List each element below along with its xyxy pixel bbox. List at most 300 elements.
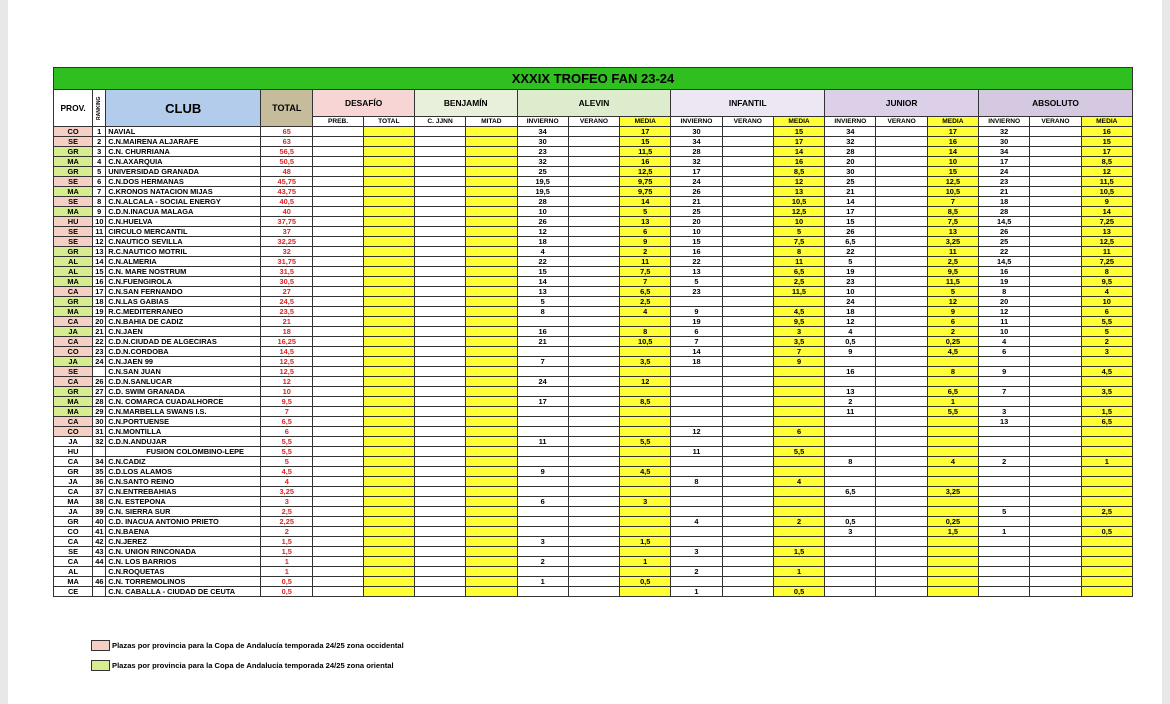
alevin-verano-cell: [568, 377, 619, 387]
desafio-preb-cell: [313, 307, 363, 317]
alevin-invierno-cell: [517, 417, 568, 427]
desafio-total-cell: [363, 447, 414, 457]
total-cell: 45,75: [261, 177, 313, 187]
table-row: [54, 217, 1133, 227]
club-cell: C.N.DOS HERMANAS: [106, 177, 261, 187]
absoluto-verano-cell: [1030, 457, 1081, 467]
prov-cell: MA: [54, 187, 93, 197]
junior-media-cell: 7,5: [927, 217, 978, 227]
junior-media-cell: 3,25: [927, 487, 978, 497]
junior-media-cell: [927, 557, 978, 567]
junior-media-cell: 10: [927, 157, 978, 167]
alevin-media-cell: [620, 417, 671, 427]
alevin-invierno-cell: [517, 447, 568, 457]
total-cell: 43,75: [261, 187, 313, 197]
junior-verano-cell: [876, 237, 927, 247]
ranking-cell: 34: [93, 457, 106, 467]
total-cell: 12,5: [261, 367, 313, 377]
ranking-cell: 17: [93, 287, 106, 297]
prov-cell: GR: [54, 247, 93, 257]
absoluto-media-cell: 16: [1081, 127, 1132, 137]
infantil-verano-cell: [722, 557, 773, 567]
prov-cell: CA: [54, 337, 93, 347]
infantil-verano-cell: [722, 537, 773, 547]
desafio-total-cell: [363, 337, 414, 347]
alevin-verano-cell: [568, 267, 619, 277]
desafio-total-cell: [363, 157, 414, 167]
infantil-verano-cell: [722, 577, 773, 587]
total-cell: 5,5: [261, 437, 313, 447]
benjamin-mitad-cell: [466, 377, 517, 387]
desafio-preb-cell: [313, 277, 363, 287]
desafio-total-cell: [363, 407, 414, 417]
absoluto-media-cell: 15: [1081, 137, 1132, 147]
infantil-media-cell: 17: [773, 137, 824, 147]
ranking-cell: 35: [93, 467, 106, 477]
table-row: [54, 147, 1133, 157]
junior-invierno-cell: [825, 467, 876, 477]
infantil-invierno-cell: 9: [671, 307, 722, 317]
infantil-media-cell: 2: [773, 517, 824, 527]
total-cell: 24,5: [261, 297, 313, 307]
infantil-verano-cell: [722, 297, 773, 307]
infantil-invierno-cell: [671, 497, 722, 507]
junior-media-cell: [927, 507, 978, 517]
benjamin-jjnn-cell: [414, 367, 465, 377]
junior-invierno-cell: [825, 547, 876, 557]
desafio-total-cell: [363, 217, 414, 227]
junior-media-cell: 6: [927, 317, 978, 327]
alevin-invierno-cell: [517, 587, 568, 597]
absoluto-verano-cell: [1030, 537, 1081, 547]
junior-verano-cell: [876, 167, 927, 177]
benjamin-mitad-cell: [466, 197, 517, 207]
desafio-preb-cell: [313, 197, 363, 207]
absoluto-verano-cell: [1030, 377, 1081, 387]
alevin-invierno-cell: 18: [517, 237, 568, 247]
alevin-media-cell: 9,75: [620, 177, 671, 187]
junior-invierno-cell: 5: [825, 257, 876, 267]
junior-media-cell: 4: [927, 457, 978, 467]
club-cell: C.N.MARBELLA SWANS I.S.: [106, 407, 261, 417]
junior-verano-cell: [876, 427, 927, 437]
prov-cell: CE: [54, 587, 93, 597]
benjamin-mitad-cell: [466, 567, 517, 577]
infantil-media-cell: 8: [773, 247, 824, 257]
total-cell: 2,5: [261, 507, 313, 517]
infantil-invierno-cell: 7: [671, 337, 722, 347]
prov-cell: SE: [54, 177, 93, 187]
benjamin-mitad-cell: [466, 217, 517, 227]
alevin-invierno-cell: 2: [517, 557, 568, 567]
desafio-preb-cell: [313, 477, 363, 487]
prov-cell: CA: [54, 377, 93, 387]
absoluto-invierno-cell: [979, 497, 1030, 507]
junior-invierno-cell: 19: [825, 267, 876, 277]
total-cell: 4: [261, 477, 313, 487]
absoluto-invierno-cell: [979, 477, 1030, 487]
infantil-media-cell: [773, 467, 824, 477]
infantil-verano-cell: [722, 227, 773, 237]
infantil-verano-cell: [722, 277, 773, 287]
desafio-preb-cell: [313, 347, 363, 357]
ranking-cell: 31: [93, 427, 106, 437]
alevin-media-cell: 7,5: [620, 267, 671, 277]
junior-media-cell: 6,5: [927, 387, 978, 397]
alevin-invierno-cell: 16: [517, 327, 568, 337]
alevin-media-cell: 16: [620, 157, 671, 167]
alevin-invierno-cell: 34: [517, 127, 568, 137]
alevin-media-cell: 8: [620, 327, 671, 337]
total-cell: 6: [261, 427, 313, 437]
infantil-invierno-cell: 13: [671, 267, 722, 277]
benjamin-mitad-cell: [466, 527, 517, 537]
prov-cell: MA: [54, 577, 93, 587]
total-cell: 63: [261, 137, 313, 147]
subheader-total: TOTAL: [363, 117, 414, 127]
absoluto-verano-cell: [1030, 147, 1081, 157]
junior-invierno-cell: [825, 497, 876, 507]
junior-media-cell: 8: [927, 367, 978, 377]
alevin-verano-cell: [568, 327, 619, 337]
junior-verano-cell: [876, 347, 927, 357]
alevin-invierno-cell: 1: [517, 577, 568, 587]
absoluto-invierno-cell: 25: [979, 237, 1030, 247]
table-row: [54, 557, 1133, 567]
alevin-invierno-cell: 8: [517, 307, 568, 317]
alevin-media-cell: 7: [620, 277, 671, 287]
legend-west-swatch: [91, 640, 110, 651]
club-cell: C.N. TORREMOLINOS: [106, 577, 261, 587]
desafio-preb-cell: [313, 157, 363, 167]
absoluto-verano-cell: [1030, 177, 1081, 187]
infantil-verano-cell: [722, 217, 773, 227]
spreadsheet-page: [8, 0, 1162, 704]
benjamin-jjnn-cell: [414, 207, 465, 217]
infantil-verano-cell: [722, 417, 773, 427]
absoluto-verano-cell: [1030, 307, 1081, 317]
infantil-verano-cell: [722, 477, 773, 487]
absoluto-media-cell: [1081, 517, 1132, 527]
total-cell: 9,5: [261, 397, 313, 407]
desafio-total-cell: [363, 367, 414, 377]
infantil-verano-cell: [722, 137, 773, 147]
desafio-total-cell: [363, 377, 414, 387]
desafio-total-cell: [363, 177, 414, 187]
infantil-media-cell: 1: [773, 567, 824, 577]
desafio-total-cell: [363, 487, 414, 497]
benjamin-mitad-cell: [466, 397, 517, 407]
infantil-invierno-cell: [671, 297, 722, 307]
total-cell: 5: [261, 457, 313, 467]
desafio-preb-cell: [313, 517, 363, 527]
absoluto-invierno-cell: 24: [979, 167, 1030, 177]
alevin-invierno-cell: 10: [517, 207, 568, 217]
ranking-cell: 11: [93, 227, 106, 237]
benjamin-mitad-cell: [466, 227, 517, 237]
absoluto-invierno-cell: [979, 567, 1030, 577]
alevin-verano-cell: [568, 237, 619, 247]
absoluto-media-cell: 7,25: [1081, 217, 1132, 227]
absoluto-media-cell: 12,5: [1081, 237, 1132, 247]
club-cell: C.D.LOS ALAMOS: [106, 467, 261, 477]
junior-invierno-cell: 24: [825, 297, 876, 307]
total-cell: 37,75: [261, 217, 313, 227]
alevin-verano-cell: [568, 207, 619, 217]
alevin-verano-cell: [568, 517, 619, 527]
junior-invierno-cell: 10: [825, 287, 876, 297]
absoluto-verano-cell: [1030, 507, 1081, 517]
table-title: XXXIX TROFEO FAN 23-24: [54, 68, 1133, 90]
absoluto-media-cell: [1081, 557, 1132, 567]
prov-cell: AL: [54, 257, 93, 267]
desafio-preb-cell: [313, 457, 363, 467]
junior-verano-cell: [876, 127, 927, 137]
infantil-media-cell: 9: [773, 357, 824, 367]
table-row: [54, 197, 1133, 207]
junior-invierno-cell: [825, 567, 876, 577]
ranking-cell: [93, 567, 106, 577]
alevin-media-cell: 2: [620, 247, 671, 257]
benjamin-jjnn-cell: [414, 507, 465, 517]
desafio-total-cell: [363, 327, 414, 337]
benjamin-mitad-cell: [466, 437, 517, 447]
benjamin-mitad-cell: [466, 577, 517, 587]
absoluto-verano-cell: [1030, 217, 1081, 227]
absoluto-media-cell: [1081, 577, 1132, 587]
junior-verano-cell: [876, 587, 927, 597]
benjamin-jjnn-cell: [414, 317, 465, 327]
junior-invierno-cell: [825, 437, 876, 447]
alevin-media-cell: 1,5: [620, 537, 671, 547]
infantil-media-cell: 8,5: [773, 167, 824, 177]
absoluto-invierno-cell: 16: [979, 267, 1030, 277]
alevin-verano-cell: [568, 447, 619, 457]
junior-verano-cell: [876, 157, 927, 167]
total-cell: 1,5: [261, 537, 313, 547]
benjamin-mitad-cell: [466, 427, 517, 437]
desafio-total-cell: [363, 457, 414, 467]
alevin-verano-cell: [568, 537, 619, 547]
club-cell: C.N. SIERRA SUR: [106, 507, 261, 517]
infantil-media-cell: [773, 407, 824, 417]
benjamin-jjnn-cell: [414, 347, 465, 357]
absoluto-media-cell: [1081, 377, 1132, 387]
club-cell: C.N.SAN FERNANDO: [106, 287, 261, 297]
alevin-verano-cell: [568, 507, 619, 517]
club-cell: UNIVERSIDAD GRANADA: [106, 167, 261, 177]
absoluto-verano-cell: [1030, 557, 1081, 567]
table-row: [54, 287, 1133, 297]
alevin-verano-cell: [568, 497, 619, 507]
absoluto-media-cell: 6: [1081, 307, 1132, 317]
junior-verano-cell: [876, 227, 927, 237]
prov-cell: GR: [54, 467, 93, 477]
prov-cell: CA: [54, 537, 93, 547]
total-cell: 1: [261, 567, 313, 577]
prov-cell: JA: [54, 437, 93, 447]
junior-verano-cell: [876, 147, 927, 157]
infantil-invierno-cell: [671, 437, 722, 447]
prov-cell: SE: [54, 227, 93, 237]
infantil-invierno-cell: 18: [671, 357, 722, 367]
junior-invierno-cell: [825, 417, 876, 427]
alevin-media-cell: 3: [620, 497, 671, 507]
benjamin-jjnn-cell: [414, 587, 465, 597]
infantil-invierno-cell: [671, 577, 722, 587]
table-row: [54, 257, 1133, 267]
junior-invierno-cell: 30: [825, 167, 876, 177]
infantil-invierno-cell: 23: [671, 287, 722, 297]
prov-cell: MA: [54, 277, 93, 287]
alevin-media-cell: [620, 447, 671, 457]
alevin-media-cell: 14: [620, 197, 671, 207]
junior-media-cell: 11,5: [927, 277, 978, 287]
desafio-total-cell: [363, 297, 414, 307]
alevin-media-cell: 2,5: [620, 297, 671, 307]
infantil-invierno-cell: [671, 387, 722, 397]
alevin-media-cell: [620, 317, 671, 327]
junior-invierno-cell: 20: [825, 157, 876, 167]
alevin-invierno-cell: [517, 477, 568, 487]
table-row: [54, 507, 1133, 517]
alevin-media-cell: 5: [620, 207, 671, 217]
benjamin-jjnn-cell: [414, 187, 465, 197]
total-cell: 14,5: [261, 347, 313, 357]
infantil-verano-cell: [722, 327, 773, 337]
junior-verano-cell: [876, 457, 927, 467]
header-junior: JUNIOR: [825, 90, 979, 117]
benjamin-jjnn-cell: [414, 537, 465, 547]
ranking-cell: 27: [93, 387, 106, 397]
junior-media-cell: [927, 447, 978, 457]
subheader-media: MEDIA: [927, 117, 978, 127]
club-cell: C.N.FUENGIROLA: [106, 277, 261, 287]
desafio-total-cell: [363, 197, 414, 207]
subheader-media: MEDIA: [620, 117, 671, 127]
alevin-media-cell: [620, 487, 671, 497]
benjamin-mitad-cell: [466, 417, 517, 427]
club-cell: C.N.JAEN 99: [106, 357, 261, 367]
absoluto-verano-cell: [1030, 337, 1081, 347]
alevin-media-cell: 10,5: [620, 337, 671, 347]
desafio-preb-cell: [313, 407, 363, 417]
alevin-media-cell: 4,5: [620, 467, 671, 477]
ranking-cell: 32: [93, 437, 106, 447]
junior-verano-cell: [876, 397, 927, 407]
ranking-cell: 36: [93, 477, 106, 487]
club-cell: C.N.HUELVA: [106, 217, 261, 227]
junior-media-cell: [927, 377, 978, 387]
absoluto-media-cell: 6,5: [1081, 417, 1132, 427]
prov-cell: CO: [54, 527, 93, 537]
junior-invierno-cell: [825, 477, 876, 487]
benjamin-jjnn-cell: [414, 337, 465, 347]
junior-media-cell: 12,5: [927, 177, 978, 187]
prov-cell: GR: [54, 167, 93, 177]
infantil-verano-cell: [722, 397, 773, 407]
absoluto-media-cell: 3,5: [1081, 387, 1132, 397]
desafio-preb-cell: [313, 357, 363, 367]
benjamin-mitad-cell: [466, 277, 517, 287]
alevin-verano-cell: [568, 357, 619, 367]
club-cell: C.N. CABALLA - CIUDAD DE CEUTA: [106, 587, 261, 597]
infantil-media-cell: 11,5: [773, 287, 824, 297]
subheader-c-jjnn: C. JJNN: [414, 117, 465, 127]
absoluto-verano-cell: [1030, 567, 1081, 577]
alevin-media-cell: [620, 457, 671, 467]
junior-verano-cell: [876, 447, 927, 457]
club-cell: C.NAUTICO SEVILLA: [106, 237, 261, 247]
alevin-verano-cell: [568, 257, 619, 267]
benjamin-jjnn-cell: [414, 447, 465, 457]
benjamin-jjnn-cell: [414, 517, 465, 527]
ranking-cell: [93, 587, 106, 597]
absoluto-invierno-cell: 4: [979, 337, 1030, 347]
infantil-media-cell: [773, 387, 824, 397]
infantil-media-cell: 6,5: [773, 267, 824, 277]
infantil-verano-cell: [722, 177, 773, 187]
table-row: [54, 367, 1133, 377]
results-table: [53, 67, 1133, 597]
benjamin-jjnn-cell: [414, 557, 465, 567]
absoluto-media-cell: [1081, 397, 1132, 407]
absoluto-verano-cell: [1030, 327, 1081, 337]
absoluto-verano-cell: [1030, 287, 1081, 297]
club-cell: C.N.BAHIA DE CADIZ: [106, 317, 261, 327]
absoluto-invierno-cell: 21: [979, 187, 1030, 197]
legend-west-text: Plazas por provincia para la Copa de Andalucía temporada 24/25 zona occidental: [112, 641, 404, 650]
junior-verano-cell: [876, 537, 927, 547]
desafio-preb-cell: [313, 567, 363, 577]
benjamin-mitad-cell: [466, 147, 517, 157]
junior-invierno-cell: 18: [825, 307, 876, 317]
absoluto-verano-cell: [1030, 187, 1081, 197]
absoluto-invierno-cell: [979, 467, 1030, 477]
absoluto-invierno-cell: 1: [979, 527, 1030, 537]
benjamin-jjnn-cell: [414, 177, 465, 187]
total-cell: 50,5: [261, 157, 313, 167]
absoluto-media-cell: 8,5: [1081, 157, 1132, 167]
infantil-invierno-cell: 14: [671, 347, 722, 357]
prov-cell: GR: [54, 147, 93, 157]
absoluto-media-cell: [1081, 587, 1132, 597]
benjamin-jjnn-cell: [414, 147, 465, 157]
alevin-invierno-cell: [517, 367, 568, 377]
junior-media-cell: 9: [927, 307, 978, 317]
desafio-total-cell: [363, 307, 414, 317]
prov-cell: AL: [54, 267, 93, 277]
absoluto-verano-cell: [1030, 387, 1081, 397]
junior-media-cell: 4,5: [927, 347, 978, 357]
ranking-cell: 16: [93, 277, 106, 287]
alevin-verano-cell: [568, 217, 619, 227]
prov-cell: GR: [54, 297, 93, 307]
infantil-invierno-cell: 30: [671, 127, 722, 137]
junior-verano-cell: [876, 407, 927, 417]
club-cell: C.N.AXARQUIA: [106, 157, 261, 167]
infantil-invierno-cell: 22: [671, 257, 722, 267]
infantil-media-cell: 16: [773, 157, 824, 167]
junior-media-cell: [927, 497, 978, 507]
desafio-preb-cell: [313, 297, 363, 307]
desafio-total-cell: [363, 237, 414, 247]
desafio-preb-cell: [313, 387, 363, 397]
header-benjamin: BENJAMÍN: [414, 90, 517, 117]
infantil-invierno-cell: 1: [671, 587, 722, 597]
benjamin-mitad-cell: [466, 307, 517, 317]
header-total: TOTAL: [261, 90, 313, 127]
